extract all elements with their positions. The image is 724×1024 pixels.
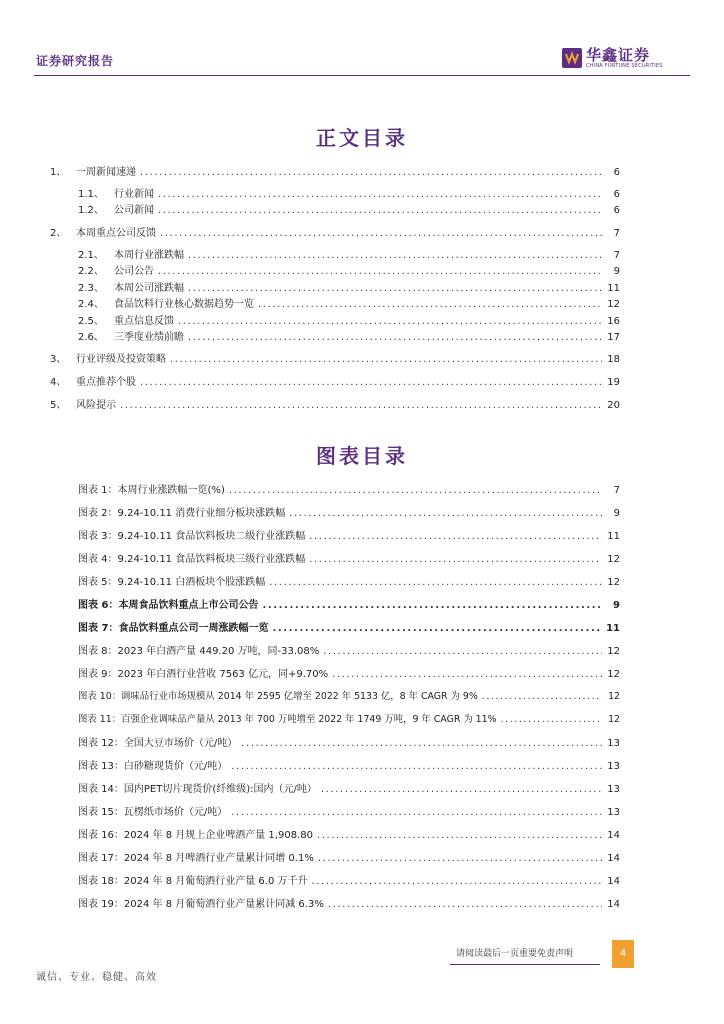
figure-item-text: 图表 17：2024 年 8 月啤酒行业产量累计同增 0.1% <box>78 853 314 864</box>
toc-item-number: 2.6、 <box>78 332 104 343</box>
toc-item-text: 本周行业涨跌幅 <box>114 250 184 261</box>
toc-item-text: 一周新闻速递 <box>76 167 136 178</box>
toc-leader <box>269 577 602 588</box>
toc-item[interactable] <box>78 246 620 260</box>
toc-leader <box>258 299 602 310</box>
figure-item-page: 11 <box>607 531 620 542</box>
figure-item-page: 13 <box>607 738 620 749</box>
figure-item-text: 图表 11：百强企业调味品产量从 2013 年 700 万吨增至 2022 年 1749 万吨，9 年 CAGR 为 11% <box>78 714 497 725</box>
figure-item-page: 11 <box>606 623 620 634</box>
figure-item-page: 13 <box>607 784 620 795</box>
toc-item[interactable] <box>50 163 620 177</box>
figure-item[interactable] <box>78 619 620 633</box>
toc-leader <box>158 266 602 277</box>
toc-leader <box>188 250 602 261</box>
figure-item[interactable] <box>78 596 620 610</box>
figures-title: 图表目录 <box>316 444 408 468</box>
figure-item-text: 图表 18：2024 年 8 月葡萄酒行业产量 6.0 万千升 <box>78 876 308 887</box>
figure-item-page: 13 <box>607 807 620 818</box>
toc-item-text: 三季度业绩前瞻 <box>114 332 184 343</box>
toc-leader <box>160 228 602 239</box>
toc-item-text: 风险提示 <box>76 400 116 411</box>
toc-item-number: 2.3、 <box>78 283 104 294</box>
figure-item-text: 图表 14：国内PET切片现货价(纤维级):国内（元/吨） <box>78 784 317 795</box>
figure-item[interactable] <box>78 550 620 564</box>
toc-leader <box>188 332 602 343</box>
figure-item[interactable] <box>78 803 620 817</box>
toc-leader <box>501 714 602 725</box>
toc-leader <box>309 531 602 542</box>
toc-item[interactable] <box>78 328 620 342</box>
toc-leader <box>188 283 602 294</box>
figure-item-text: 图表 4：9.24-10.11 食品饮料板块三级行业涨跌幅 <box>78 554 306 565</box>
figure-item-page: 14 <box>607 876 620 887</box>
toc-leader <box>318 853 602 864</box>
toc-leader <box>321 784 602 795</box>
toc-item[interactable] <box>78 262 620 276</box>
toc-item-page: 6 <box>613 167 620 178</box>
figure-item-text: 图表 1：本周行业涨跌幅一览(%) <box>78 485 225 496</box>
figure-item[interactable] <box>78 688 620 702</box>
toc-item-number: 1.2、 <box>78 205 104 216</box>
toc-leader <box>262 600 602 611</box>
toc-leader <box>323 646 602 657</box>
toc-leader <box>328 899 602 910</box>
figure-item-text: 图表 12：全国大豆市场价（元/吨） <box>78 738 238 749</box>
toc-item-number: 3、 <box>50 354 67 365</box>
toc-leader <box>140 377 602 388</box>
toc-item-number: 2.5、 <box>78 316 104 327</box>
toc-item-page: 17 <box>607 332 620 343</box>
toc-leader <box>229 485 602 496</box>
figure-item-text: 图表 7：食品饮料重点公司一周涨跌幅一览 <box>78 623 269 634</box>
company-logo <box>562 44 662 72</box>
figure-item-text: 图表 15：瓦楞纸市场价（元/吨） <box>78 807 228 818</box>
toc-leader <box>170 354 602 365</box>
figure-item-text: 图表 8：2023 年白酒产量 449.20 万吨，同-33.08% <box>78 646 320 657</box>
figure-item-text: 图表 10：调味品行业市场规模从 2014 年 2595 亿增至 2022 年 5133 亿，8 年 CAGR 为 9% <box>78 691 478 702</box>
toc-leader <box>309 554 602 565</box>
figure-item-text: 图表 19：2024 年 8 月葡萄酒行业产量累计同减 6.3% <box>78 899 324 910</box>
toc-item-text: 行业评级及投资策略 <box>76 354 166 365</box>
toc-item-text: 公司公告 <box>114 266 154 277</box>
toc-item-number: 1、 <box>50 167 67 178</box>
figure-item[interactable] <box>78 504 620 518</box>
toc-leader <box>158 189 602 200</box>
figure-item-page: 12 <box>608 714 620 725</box>
toc-leader <box>158 205 602 216</box>
toc-item-text: 重点推荐个股 <box>76 377 136 388</box>
figure-item[interactable] <box>78 573 620 587</box>
figure-item-page: 12 <box>607 646 620 657</box>
figure-item-page: 12 <box>607 669 620 680</box>
figure-item-text: 图表 3：9.24-10.11 食品饮料板块二级行业涨跌幅 <box>78 531 306 542</box>
figure-item-text: 图表 16：2024 年 8 月规上企业啤酒产量 1,908.80 <box>78 830 313 841</box>
figure-item-page: 14 <box>607 853 620 864</box>
toc-item-page: 16 <box>607 316 620 327</box>
toc-leader <box>231 761 602 772</box>
toc-item-page: 9 <box>613 266 620 277</box>
figure-item-text: 图表 13：白砂糖现货价（元/吨） <box>78 761 228 772</box>
toc-item-text: 食品饮料行业核心数据趋势一览 <box>114 299 254 310</box>
toc-item-page: 11 <box>607 283 620 294</box>
figure-item[interactable] <box>78 642 620 656</box>
figure-item[interactable] <box>78 780 620 794</box>
toc-item-number: 2.2、 <box>78 266 104 277</box>
toc-item-number: 5、 <box>50 400 67 411</box>
toc-item-page: 6 <box>613 189 620 200</box>
toc-item-text: 公司新闻 <box>114 205 154 216</box>
figure-item[interactable] <box>78 527 620 541</box>
toc-leader <box>317 830 602 841</box>
toc-item-page: 12 <box>607 299 620 310</box>
figure-item[interactable] <box>78 757 620 771</box>
figure-item[interactable] <box>78 481 620 495</box>
report-type-label: 证券研究报告 <box>36 54 115 68</box>
toc-leader <box>140 167 602 178</box>
logo-text-en: CHINA FORTUNE SECURITIES <box>586 63 663 69</box>
toc-item-page: 20 <box>607 400 620 411</box>
figure-item-text: 图表 2：9.24-10.11 消费行业细分板块涨跌幅 <box>78 508 286 519</box>
figure-item[interactable] <box>78 711 620 725</box>
toc-item-text: 行业新闻 <box>114 189 154 200</box>
disclaimer-note: 请阅读最后一页重要免责声明 <box>456 949 574 959</box>
toc-item-text: 重点信息反馈 <box>114 316 174 327</box>
toc-leader <box>241 738 602 749</box>
figure-item-page: 12 <box>607 577 620 588</box>
toc-leader <box>332 669 602 680</box>
figure-item[interactable] <box>78 849 620 863</box>
figure-item[interactable] <box>78 665 620 679</box>
toc-leader <box>272 623 602 634</box>
toc-item[interactable] <box>50 350 620 364</box>
figure-item-text: 图表 9：2023 年白酒行业营收 7563 亿元，同+9.70% <box>78 669 329 680</box>
toc-item[interactable] <box>50 224 620 238</box>
toc-item-page: 7 <box>613 228 620 239</box>
toc-item-number: 2.4、 <box>78 299 104 310</box>
toc-leader <box>178 316 602 327</box>
figure-item-page: 7 <box>613 485 620 496</box>
toc-item-text: 本周公司涨跌幅 <box>114 283 184 294</box>
toc-item-page: 18 <box>607 354 620 365</box>
figure-item-page: 14 <box>607 830 620 841</box>
toc-item-number: 2、 <box>50 228 67 239</box>
toc-item[interactable] <box>50 373 620 387</box>
figure-item-page: 9 <box>613 600 620 611</box>
figure-item-text: 图表 5：9.24-10.11 白酒板块个股涨跌幅 <box>78 577 266 588</box>
toc-item[interactable] <box>78 312 620 326</box>
toc-item-number: 1.1、 <box>78 189 104 200</box>
toc-title: 正文目录 <box>316 126 408 150</box>
company-slogan: 诚信、专业、稳健、高效 <box>36 972 157 983</box>
figure-item[interactable] <box>78 826 620 840</box>
toc-item[interactable] <box>78 185 620 199</box>
figure-item[interactable] <box>78 734 620 748</box>
toc-leader <box>482 691 602 702</box>
figure-item-page: 12 <box>607 554 620 565</box>
page-number: 4 <box>612 940 634 968</box>
figure-item[interactable] <box>78 872 620 886</box>
logo-icon <box>562 48 582 68</box>
figure-item-page: 14 <box>607 899 620 910</box>
header-divider <box>34 75 690 76</box>
toc-item[interactable] <box>78 295 620 309</box>
logo-text-cn: 华鑫证券 <box>586 46 651 64</box>
toc-item-text: 本周重点公司反馈 <box>76 228 156 239</box>
toc-leader <box>231 807 602 818</box>
figure-item-page: 13 <box>607 761 620 772</box>
toc-leader <box>312 876 602 887</box>
toc-item-number: 2.1、 <box>78 250 104 261</box>
toc-leader <box>289 508 602 519</box>
toc-item-page: 19 <box>607 377 620 388</box>
toc-item-page: 7 <box>613 250 620 261</box>
figure-item[interactable] <box>78 895 620 909</box>
toc-item[interactable] <box>78 201 620 215</box>
figure-item-page: 9 <box>613 508 620 519</box>
figure-item-page: 12 <box>608 691 620 702</box>
figure-item-text: 图表 6：本周食品饮料重点上市公司公告 <box>78 600 259 611</box>
toc-item[interactable] <box>50 396 620 410</box>
toc-leader <box>120 400 602 411</box>
toc-item-page: 6 <box>613 205 620 216</box>
toc-item[interactable] <box>78 279 620 293</box>
toc-item-number: 4、 <box>50 377 67 388</box>
